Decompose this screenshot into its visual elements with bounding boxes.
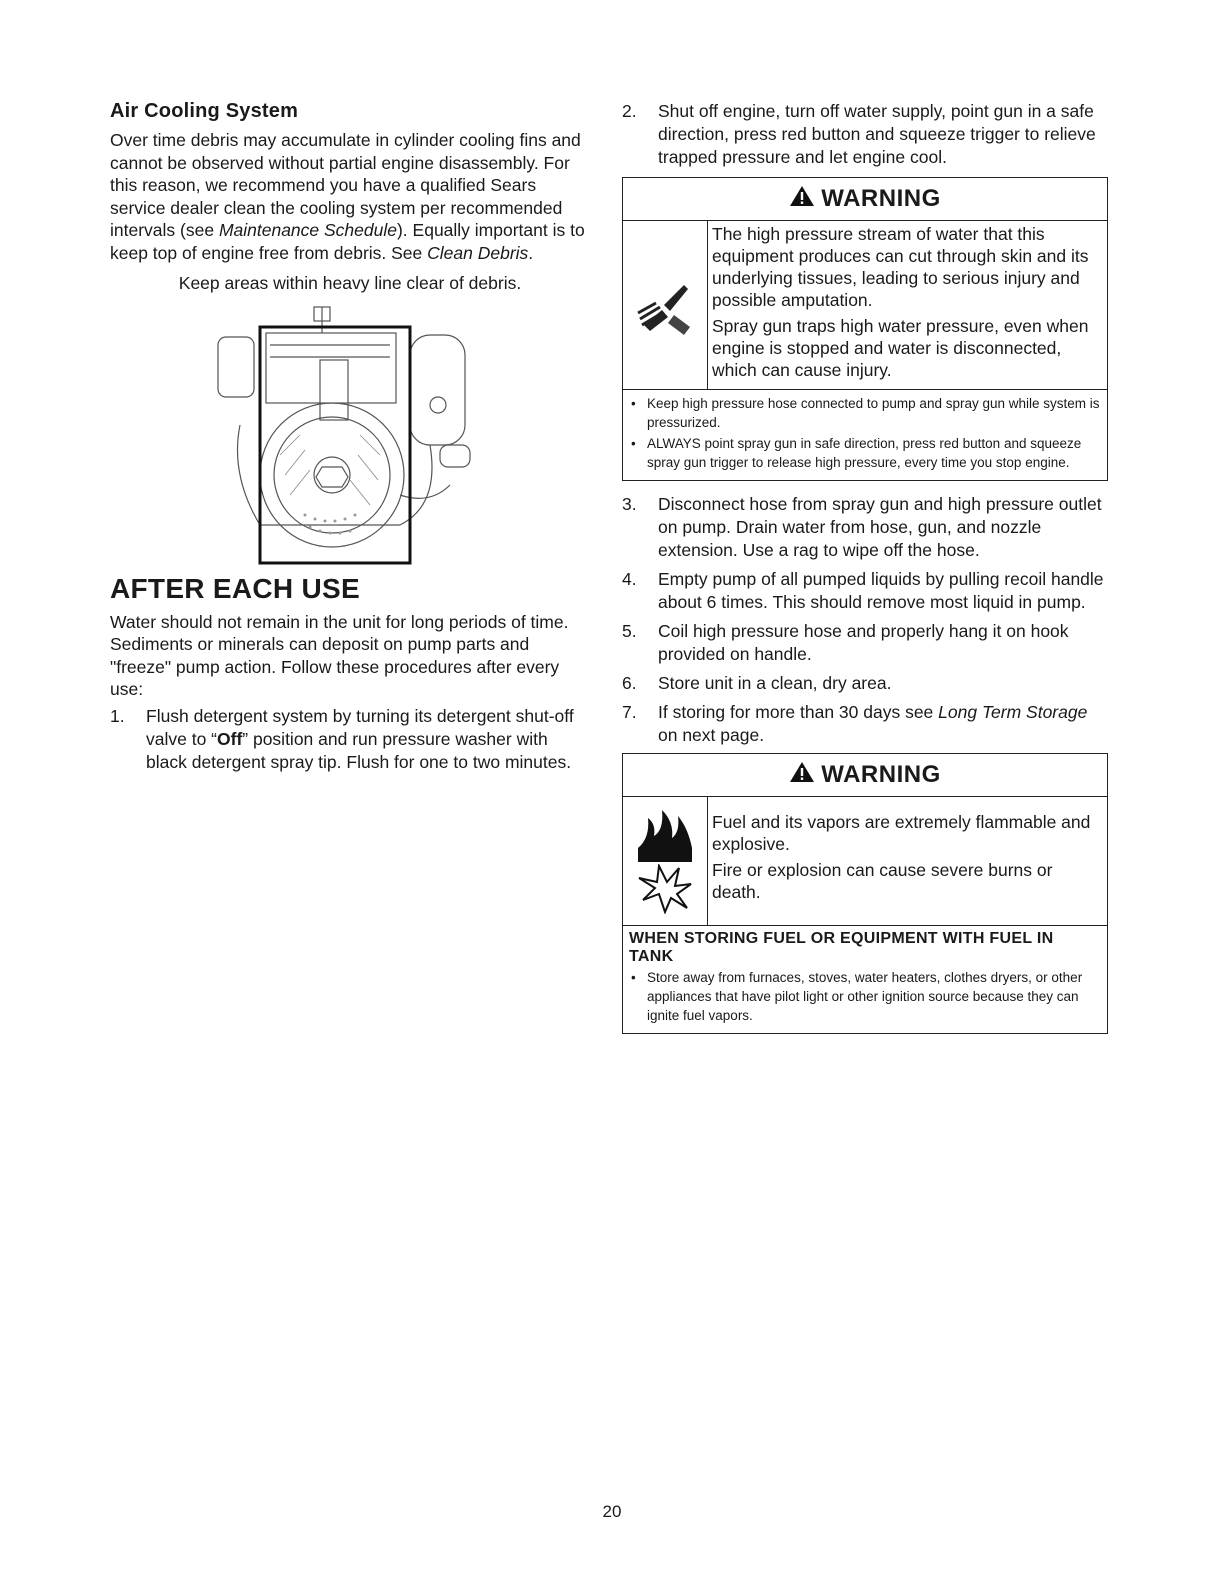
step-7: 7. If storing for more than 30 days see Long Term Storage on next page. [622, 702, 1088, 745]
warning-body [623, 221, 1107, 390]
warning2-bullet: • Store away from furnaces, stoves, water heaters, clothes dryers, or other appliances that have pilot light or other ignition source because they can ignite fuel vapors. [629, 968, 1101, 1025]
maintenance-schedule-ref: Maintenance Schedule [218, 220, 397, 240]
warning-header [623, 754, 1107, 797]
right-column [622, 100, 1108, 1034]
engine-drawing-icon [210, 305, 490, 567]
step-6: 6. Store unit in a clean, dry area. [622, 673, 892, 693]
step-4: 4. Empty pump of all pumped liquids by pulling recoil handle about 6 times. This should remove most liquid in pump. [622, 569, 1104, 612]
warning-header [623, 178, 1107, 221]
warning1-bullet: • Keep high pressure hose connected to pump and spray gun while system is pressurized. [629, 394, 1101, 432]
warning-title: WARNING [821, 761, 941, 788]
figure-caption: Keep areas within heavy line clear of debris. [178, 273, 522, 293]
step-1: 1. Flush detergent system by turning its detergent shut-off valve to “Off” position and run pressure washer with black detergent spray tip. Flush for one to two minutes. [110, 705, 574, 772]
step-5: 5. Coil high pressure hose and properly hang it on hook provided on handle. [622, 621, 1069, 664]
step-2: 2. Shut off engine, turn off water supply, point gun in a safe direction, press red button and squeeze trigger to relieve trapped pressure and let engine cool. [622, 101, 1096, 167]
air-cooling-heading: Air Cooling System [110, 100, 299, 122]
warning1-bullets [623, 390, 1107, 480]
warning2-text-1: Fuel and its vapors are extremely flammable and explosive. [712, 812, 1091, 854]
warning2-bullets [623, 968, 1107, 1033]
after-each-use-intro: Water should not remain in the unit for long periods of time. Sediments or minerals can deposit on pump parts and "freeze" pump action. Follow these procedures after every use: [110, 611, 569, 699]
injection-hazard-icon [623, 221, 708, 389]
warning-box-high-pressure [622, 177, 1108, 481]
air-cooling-paragraph: Over time debris may accumulate in cylinder cooling fins and cannot be observed without partial engine disassembly. For this reason, we recommend you have a qualified Sears service dealer clean the cooling system per recommended intervals (see Maintenance Schedule). Equally important is to keep top of engine free from debris. See Clean Debris. [110, 130, 585, 263]
warning1-bullet: • ALWAYS point spray gun in safe direction, press red button and squeeze spray gun trigger to release high pressure, every time you stop engine. [629, 434, 1101, 472]
left-column [110, 100, 590, 780]
after-use-steps-right-top [622, 100, 1108, 169]
warning-box-fuel [622, 753, 1108, 1034]
explosion-icon [637, 864, 693, 914]
warning-triangle-icon [789, 179, 815, 221]
long-term-storage-ref: Long Term Storage [938, 702, 1088, 722]
after-each-use-heading: AFTER EACH USE [110, 572, 360, 604]
fuel-storage-heading: WHEN STORING FUEL OR EQUIPMENT WITH FUEL IN TANK [629, 930, 1054, 965]
warning-triangle-icon [789, 755, 815, 797]
step-3: 3. Disconnect hose from spray gun and high pressure outlet on pump. Drain water from hose, gun, and nozzle extension. Use a rag to wipe off the hose. [622, 494, 1102, 560]
warning-title: WARNING [821, 185, 941, 212]
warning1-text-2: Spray gun traps high water pressure, even when engine is stopped and water is disconnected, which can cause injury. [712, 316, 1089, 380]
warning2-text-2: Fire or explosion can cause severe burns or death. [712, 860, 1053, 902]
after-use-steps-left [110, 705, 590, 774]
clean-debris-ref: Clean Debris [427, 242, 529, 263]
warning1-text-1: The high pressure stream of water that this equipment produces can cut through skin and its underlying tissues, leading to serious injury and possible amputation. [712, 224, 1089, 310]
after-use-steps-right [622, 493, 1108, 747]
fire-icon [634, 808, 696, 864]
page-number: 20 [602, 1502, 622, 1521]
warning-body [623, 797, 1107, 926]
engine-illustration [210, 305, 490, 567]
